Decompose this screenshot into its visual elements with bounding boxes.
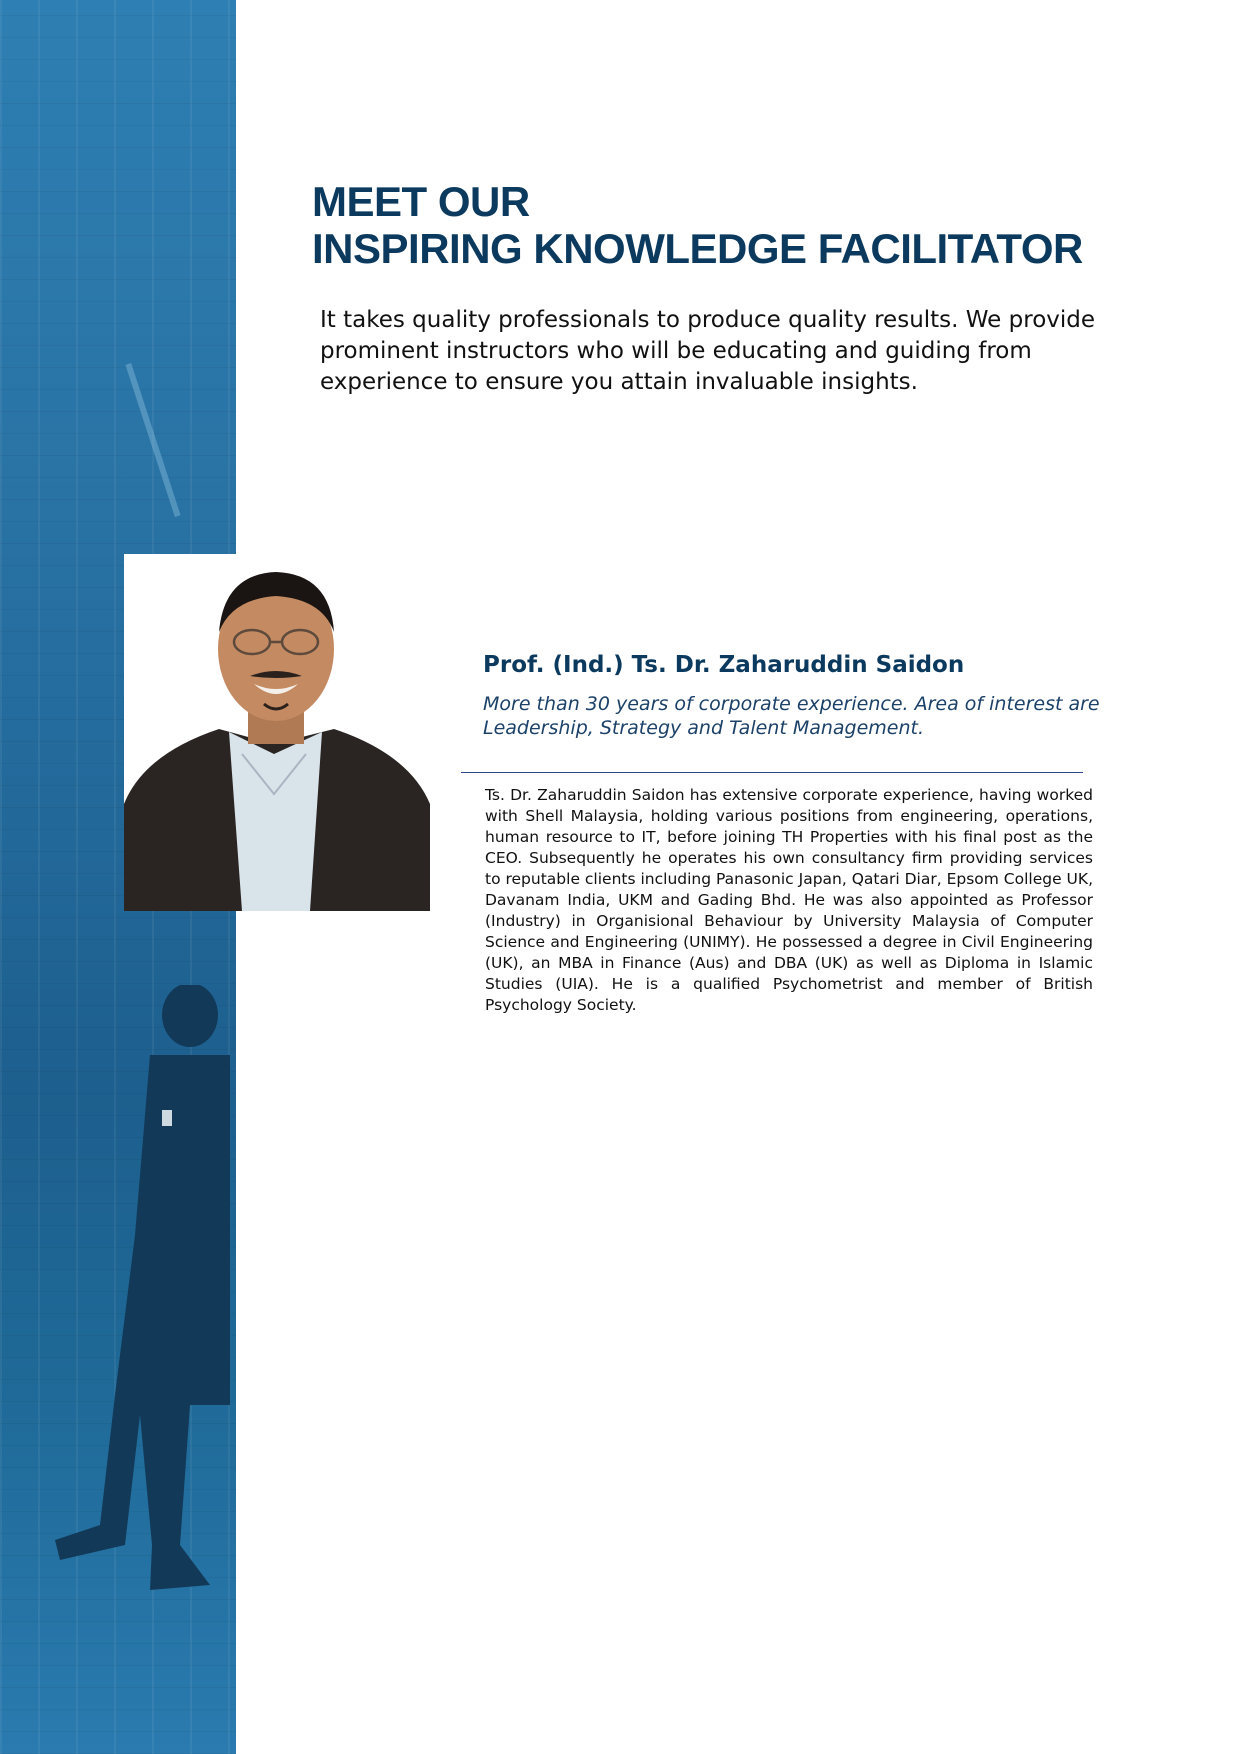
facilitator-bio: Ts. Dr. Zaharuddin Saidon has extensive corporate experience, having worked with Shell Malaysia, holding various positions from engineering, operations, human resource to IT, before joining TH Properties with his final post as the CEO. Subsequently he operates his own consultancy firm providing services to reputable clients including Panasonic Japan, Qatari Diar, Epsom College UK, Davanam India, UKM and Gading Bhd. He was also appointed as Professor (Industry) in Organisional Behaviour by University Malaysia of Computer Science and Engineering (UNIMY). He possessed a degree in Civil Engineering (UK), an MBA in Finance (Aus) and DBA (UK) as well as Diploma in Islamic Studies (UIA). He is a qualified Psychometrist and member of British Psychology Society. xyxy=(485,786,1093,1014)
portrait-illustration xyxy=(124,554,430,911)
title-block xyxy=(312,178,1083,272)
facilitator-photo xyxy=(124,554,430,911)
section-divider xyxy=(461,772,1083,773)
walking-man-silhouette xyxy=(40,985,230,1605)
title-line-2: INSPIRING KNOWLEDGE FACILITATOR xyxy=(312,225,1083,272)
title-line-1: MEET OUR xyxy=(312,178,530,225)
facilitator-profile xyxy=(483,648,1113,740)
facilitator-name: Prof. (Ind.) Ts. Dr. Zaharuddin Saidon xyxy=(483,652,965,678)
intro-paragraph: It takes quality professionals to produce quality results. We provide prominent instructors who will be educating and guiding from experience to ensure you attain invaluable insights. xyxy=(320,307,1096,395)
facilitator-tagline: More than 30 years of corporate experience. Area of interest are Leadership, Strategy and Talent Management. xyxy=(483,693,1100,739)
